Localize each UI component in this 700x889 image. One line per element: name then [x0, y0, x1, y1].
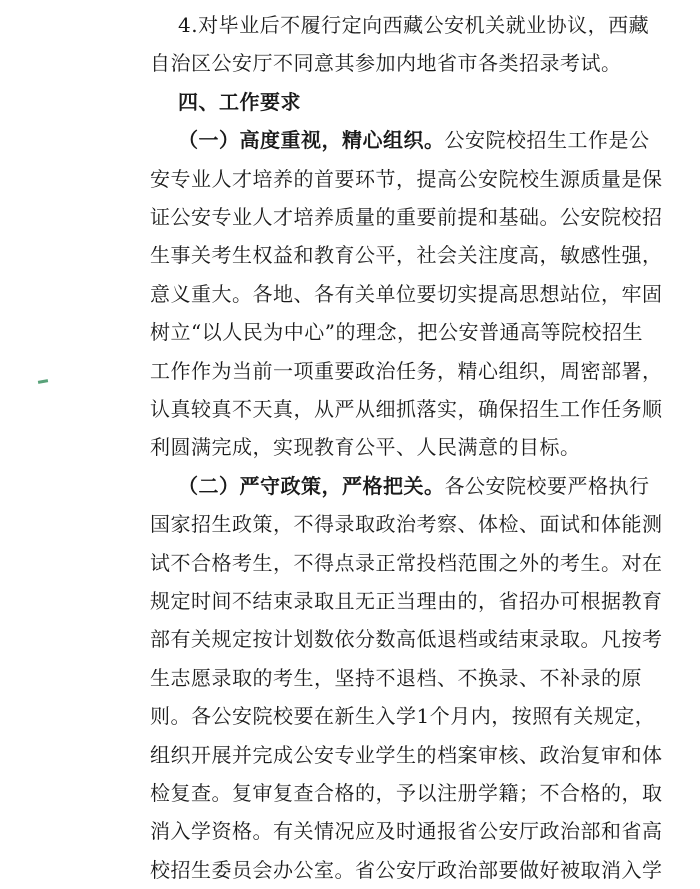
line-text: 认真较真不天真，从严从细抓落实，确保招生工作任务顺 [150, 397, 663, 421]
line-text: 四、工作要求 [178, 89, 301, 114]
line-text: 工作作为当前一项重要政治任务，精心组织，周密部署， [150, 358, 663, 383]
subsection-title: （一）高度重视，精心组织。 [178, 128, 445, 153]
text-line [178, 121, 650, 159]
line-text: 校招生委员会办公室。省公安厅政治部要做好被取消入学 [150, 857, 663, 882]
line-text: 规定时间不结束录取且无正当理由的，省招办可根据教育 [150, 589, 663, 613]
text-line [150, 544, 663, 582]
line-text: 利圆满完成，实现教育公平、人民满意的目标。 [150, 435, 581, 460]
section-heading [178, 83, 608, 121]
line-text: 生事关考生权益和教育公平，社会关注度高，敏感性强， [150, 243, 663, 268]
text-line [150, 620, 663, 658]
text-line [150, 582, 663, 620]
text-line [150, 236, 663, 274]
text-line [150, 851, 663, 889]
text-line [150, 736, 663, 774]
line-text: 组织开展并完成公安专业学生的档案审核、政治复审和体 [150, 742, 663, 767]
line-text: 检复查。复审复查合格的，予以注册学籍；不合格的，取 [150, 781, 663, 805]
text-line [150, 697, 656, 735]
text-line [150, 352, 663, 390]
text-line [150, 44, 622, 82]
text-line [150, 505, 663, 543]
text-line [150, 390, 663, 428]
line-text: 树立“以人民为中心”的理念，把公安普通高等院校招生 [150, 320, 643, 345]
line-text: 自治区公安厅不同意其参加内地省市各类招录考试。 [150, 51, 622, 76]
text-line [150, 812, 663, 850]
line-text: 各公安院校要严格执行 [444, 473, 650, 498]
text-line [150, 160, 663, 198]
line-text: 国家招生政策，不得录取政治考察、体检、面试和体能测 [150, 512, 663, 537]
subsection-title: （二）严守政策，严格把关。 [178, 473, 445, 498]
text-line [150, 428, 580, 466]
scan-mark [38, 379, 48, 384]
text-line [150, 198, 663, 236]
line-text: 意义重大。各地、各有关单位要切实提高思想站位，牢固 [150, 281, 663, 306]
line-text: 试不合格考生，不得点录正常投档范围之外的考生。对在 [150, 550, 663, 575]
text-line [150, 774, 663, 812]
text-line [150, 659, 642, 697]
text-line [178, 467, 650, 505]
line-text: 证公安专业人才培养质量的重要前提和基础。公安院校招 [150, 205, 663, 229]
text-line [150, 275, 663, 313]
line-text: 则。各公安院校要在新生入学1个月内，按照有关规定， [150, 704, 656, 729]
line-text: 生志愿录取的考生，坚持不退档、不换录、不补录的原 [150, 665, 642, 690]
line-text: 4.对毕业后不履行定向西藏公安机关就业协议，西藏 [178, 13, 650, 37]
line-text: 公安院校招生工作是公 [444, 128, 650, 153]
line-text: 消入学资格。有关情况应及时通报省公安厅政治部和省高 [150, 819, 663, 844]
line-text: 部有关规定按计划数依分数高低退档或结束录取。凡按考 [150, 627, 663, 652]
text-line [178, 6, 650, 44]
line-text: 安专业人才培养的首要环节，提高公安院校生源质量是保 [150, 166, 663, 191]
text-line [150, 313, 643, 351]
